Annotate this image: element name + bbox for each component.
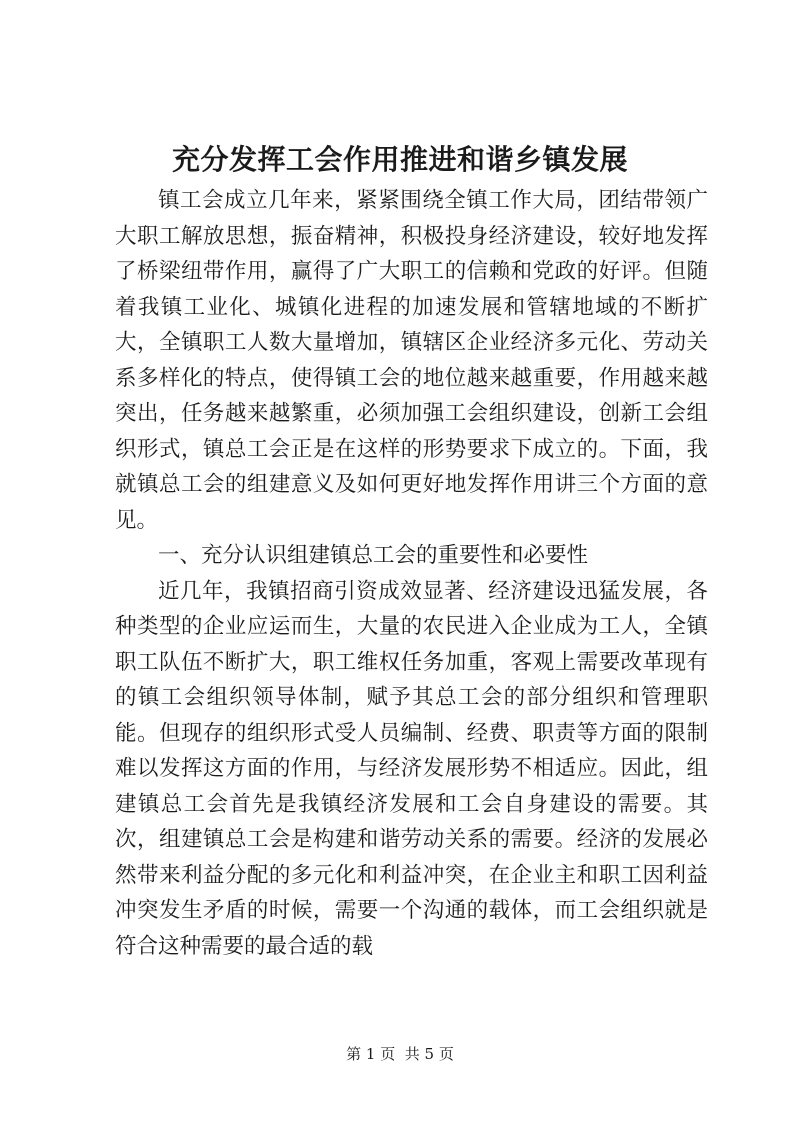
section-heading: 一、充分认识组建镇总工会的重要性和必要性 [158,543,589,568]
paragraph-intro: 镇工会成立几年来，紧紧围绕全镇工作大局，团结带领广大职工解放思想，振奋精神，积极投身经济建设，较好地发挥了桥梁纽带作用，赢得了广大职工的信赖和党政的好评。但随着我镇工业化、城镇化进程的加速发展和管辖地域的不断扩大，全镇职工人数大量增加，镇辖区企业经济多元化、劳动关系多样化的特点，使得镇工会的地位越来越重要，作用越来越突出，任务越来越繁重，必须加强工会组织建设，创新工会组织形式，镇总工会正是在这样的形势要求下成立的。下面，我就镇总工会的组建意义及如何更好地发挥作用讲三个方面的意见。 [115,188,708,533]
document-title: 充分发挥工会作用推进和谐乡镇发展 [171,143,628,176]
document-body [115,183,708,964]
paragraph-section-one: 近几年，我镇招商引资成效显著、经济建设迅猛发展，各种类型的企业应运而生，大量的农民进入企业成为工人，全镇职工队伍不断扩大，职工维权任务加重，客观上需要改革现有的镇工会组织领导体制，赋予其总工会的部分组织和管理职能。但现存的组织形式受人员编制、经费、职责等方面的限制难以发挥这方面的作用，与经济发展形势不相适应。因此，组建镇总工会首先是我镇经济发展和工会自身建设的需要。其次，组建镇总工会是构建和谐劳动关系的需要。经济的发展必然带来利益分配的多元化和利益冲突，在企业主和职工因利益冲突发生矛盾的时候，需要一个沟通的载体，而工会组织就是符合这种需要的最合适的载 [115,578,708,959]
page-number: 第 1 页 共 5 页 [346,1045,454,1063]
page-footer [0,1044,800,1064]
